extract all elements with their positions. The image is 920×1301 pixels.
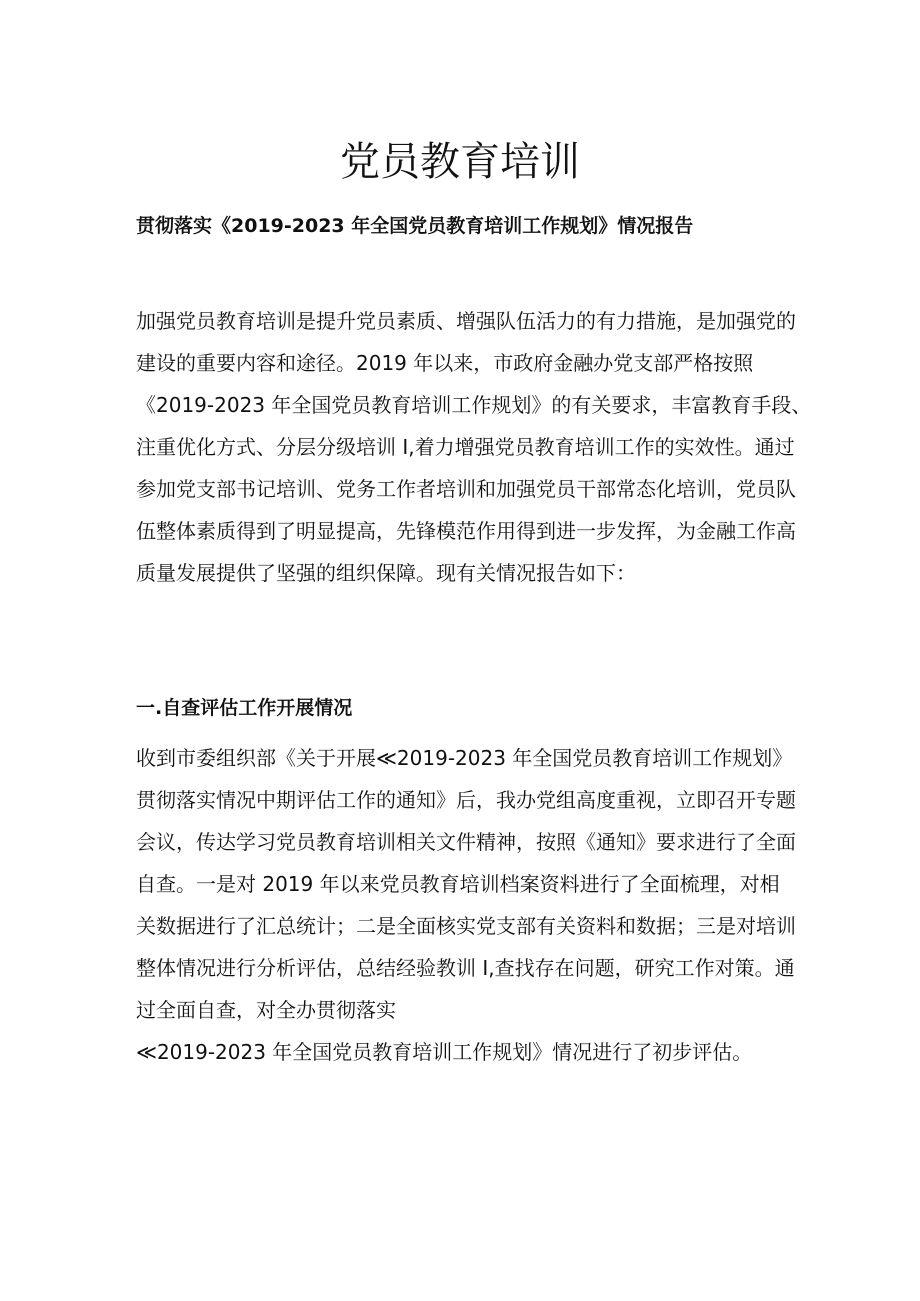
- paragraph-line: 质量发展提供了坚强的组织保障。现有关情况报告如下：: [136, 561, 636, 585]
- paragraph-line: 伍整体素质得到了明显提高，先锋模范作用得到进一步发挥，为金融工作高: [136, 519, 796, 543]
- section-heading: 一.自查评估工作开展情况: [136, 697, 353, 719]
- paragraph-line: 会议，传达学习党员教育培训相关文件精神，按照《通知》要求进行了全面: [136, 830, 796, 854]
- paragraph-line: 加强党员教育培训是提升党员素质、增强队伍活力的有力措施，是加强党的: [136, 309, 796, 333]
- document-subtitle: 贯彻落实《2019-2023 年全国党员教育培训工作规划》情况报告: [136, 215, 694, 237]
- intro-paragraph: [136, 300, 812, 594]
- paragraph-line: ≪2019-2023 年全国党员教育培训工作规划》情况进行了初步评估。: [136, 1040, 753, 1064]
- paragraph-line: 注重优化方式、分层分级培训 I,着力增强党员教育培训工作的实效性。通过: [136, 435, 795, 459]
- paragraph-line: 收到市委组织部《关于开展≪2019-2023 年全国党员教育培训工作规划》: [136, 746, 793, 770]
- paragraph-line: 过全面自查，对全办贯彻落实: [136, 998, 396, 1022]
- paragraph-line: 整体情况进行分析评估，总结经验教训 I,查找存在问题，研究工作对策。通: [136, 956, 795, 980]
- document-title: 党员教育培训: [340, 139, 580, 185]
- paragraph-line: 关数据进行了汇总统计；二是全面核实党支部有关资料和数据；三是对培训: [136, 914, 796, 938]
- section-paragraph: [136, 737, 808, 1073]
- paragraph-line: 建设的重要内容和途径。2019 年以来，市政府金融办党支部严格按照: [136, 351, 754, 375]
- paragraph-line: 贯彻落实情况中期评估工作的通知》后，我办党组高度重视，立即召开专题: [136, 788, 796, 812]
- paragraph-line: 自查。一是对 2019 年以来党员教育培训档案资料进行了全面梳理，对相: [136, 872, 780, 896]
- paragraph-line: 《2019-2023 年全国党员教育培训工作规划》的有关要求，丰富教育手段、: [136, 393, 812, 417]
- paragraph-line: 参加党支部书记培训、党务工作者培训和加强党员干部常态化培训，党员队: [136, 477, 796, 501]
